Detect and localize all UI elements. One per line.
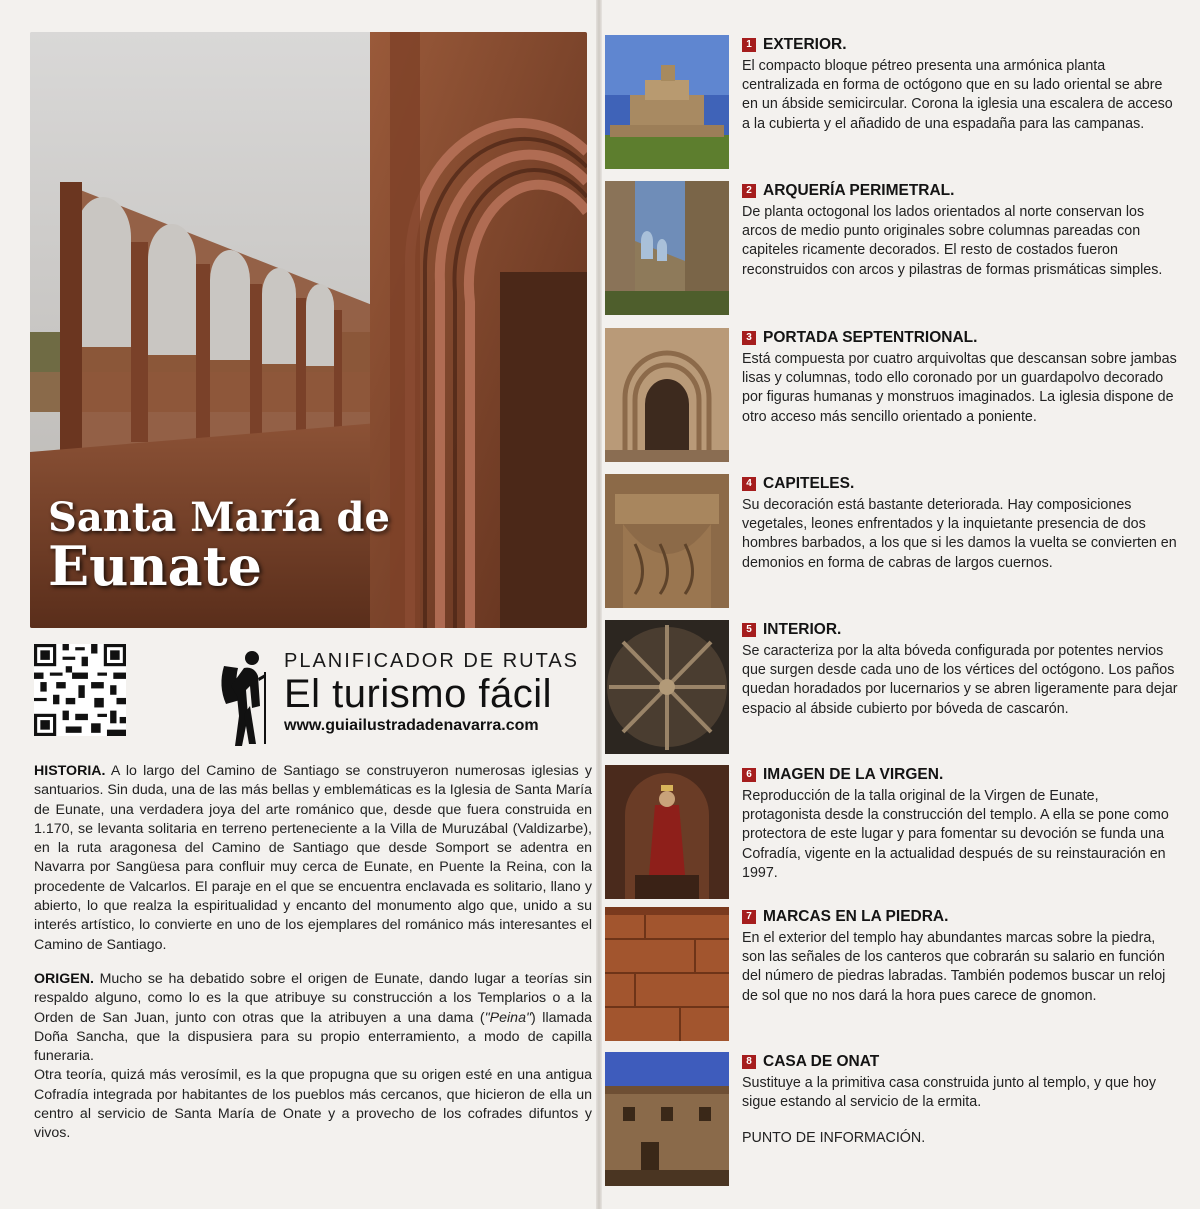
origen-paragraph-2: Otra teoría, quizá más verosímil, es la que propugna que su origen esté en una antigua Cofradía integrada por habitantes de los pueblos más cercanos, que hicieron de ella un centro al servicio de Santa María de Onate y a provecho de los cofrades difuntos y vivos. xyxy=(34,1067,592,1142)
historia-text: A lo largo del Camino de Santiago se construyeron numerosas iglesias y santuarios. Sin duda, una de las más bellas y emblemáticas es la Iglesia de Santa María de Eunate, una verdadera joya del arte románico que, desde que fuera construida en 1.170, se levanta solitaria en terreno perteneciente a la Villa de Muruzábal (Valdizarbe), en la ruta aragonesa del Camino de Santiago que desde Somport se adentra en Navarra por Sangüesa para confluir muy cerca de Eunate, en Puente la Reina, con la procedente de Valcarlos. El paraje en el que se encuentra enclavada es solitario, llano y abierto, lo que realza la espiritualidad y encanto del monumento algo que, unido a su interés artístico, lo convierte en uno de los ejemplares del románico más interesantes el Camino de Santiago. xyxy=(34,763,592,953)
origen-text-2: ) llamada Doña Sancha, que la dispusiera para su propio enterramiento, a modo de capilla funeraria. xyxy=(34,1009,592,1065)
thumb-arqueria xyxy=(605,181,729,315)
origen-text-1: Mucho se ha debatido sobre el origen de Eunate, dando lugar a teorías sin respaldo alguno, como lo es la que atribuye su construcción a los Templarios o a la Orden de San Juan, junto con otras que la atribuyen a una dama ( xyxy=(34,970,592,1026)
planner-brand xyxy=(284,650,584,735)
section-text: El compacto bloque pétreo presenta una armónica planta centralizada en forma de octógono que en su lado oriental se abre en un ábside semicircular. Corona la iglesia una escalera de acceso a la cubierta y el añadido de una espadaña para las campanas. xyxy=(742,58,1173,132)
page-fold xyxy=(596,0,602,1209)
section-text: En el exterior del templo hay abundantes marcas sobre la piedra, son las señales de los canteros que cobrarán su salario en función del número de piedras labradas. También podemos buscar un reloj de sol que no nos dará la hora pues carece de gnomon. xyxy=(742,930,1166,1004)
house-photo xyxy=(605,1052,729,1186)
section-title: CASA DE ONAT xyxy=(763,1053,880,1070)
thumb-exterior xyxy=(605,35,729,169)
thumb-interior xyxy=(605,620,729,754)
section-title: MARCAS EN LA PIEDRA. xyxy=(763,908,949,925)
hiker-icon xyxy=(214,648,276,746)
historia-label: HISTORIA. xyxy=(34,763,106,779)
origen-peina: "Peina" xyxy=(484,1009,531,1026)
capital-photo xyxy=(605,474,729,608)
hero-title-line1: Santa María de xyxy=(48,494,390,542)
section-number: 1 xyxy=(742,38,756,52)
virgin-photo xyxy=(605,765,729,899)
thumb-casa-onat xyxy=(605,1052,729,1186)
section-number: 2 xyxy=(742,184,756,198)
planner-brand-name: El turismo fácil xyxy=(284,672,553,716)
thumb-marcas xyxy=(605,907,729,1041)
vault-photo xyxy=(605,620,729,754)
portal-photo xyxy=(605,328,729,462)
exterior-photo xyxy=(605,35,729,169)
info-point-label: PUNTO DE INFORMACIÓN. xyxy=(742,1130,926,1147)
section-title: INTERIOR. xyxy=(763,621,842,638)
section-text: Su decoración está bastante deteriorada. Hay composiciones vegetales, leones enfrentados y la inquietante presencia de dos hombres barbados, a los que si les damos la vuelta se convierten en demonios en forma de cabras de largos cuernos. xyxy=(742,497,1177,571)
section-number: 6 xyxy=(742,768,756,782)
planner-url[interactable]: www.guiailustradadenavarra.com xyxy=(284,717,539,734)
section-number: 7 xyxy=(742,910,756,924)
arcade-photo xyxy=(605,181,729,315)
section-title: CAPITELES. xyxy=(763,475,855,492)
thumb-virgen xyxy=(605,765,729,899)
section-title: PORTADA SEPTENTRIONAL. xyxy=(763,329,978,346)
historia-paragraph xyxy=(34,762,592,955)
section-title: IMAGEN DE LA VIRGEN. xyxy=(763,766,944,783)
section-number: 3 xyxy=(742,331,756,345)
section-text: Se caracteriza por la alta bóveda configurada por potentes nervios que surgen desde cada uno de los vértices del octógono. Los paños quedan horadados por lucernarios y se abren ligeramente para dejar espacio al ábside cubierto por bóveda de cascarón. xyxy=(742,643,1178,717)
origen-paragraph xyxy=(34,970,592,1066)
hero-title xyxy=(48,494,390,598)
section-number: 8 xyxy=(742,1055,756,1069)
left-text-column xyxy=(34,762,592,1159)
qr-code-icon xyxy=(34,644,126,736)
thumb-capiteles xyxy=(605,474,729,608)
section-text: Reproducción de la talla original de la Virgen de Eunate, protagonista desde la construcción del templo. A ella se pone como protectora de este lugar y para fomentar su devoción se funda una Cofradía, vigente en la actualidad después de su reinstauración en 1997. xyxy=(742,788,1169,881)
section-title: ARQUERÍA PERIMETRAL. xyxy=(763,182,955,199)
hero-title-line2: Eunate xyxy=(48,533,262,598)
section-title: EXTERIOR. xyxy=(763,36,847,53)
section-text: Sustituye a la primitiva casa construida junto al templo, y que hoy sigue estando al servicio de la ermita. xyxy=(742,1075,1157,1111)
origen-label: ORIGEN. xyxy=(34,970,94,987)
section-text: Está compuesta por cuatro arquivoltas que descansan sobre jambas lisas y columnas, todo ello coronado por un guardapolvo decorado por figuras humanas y monstruos imaginados. La iglesia dispone de otro acceso más sencillo orientado a poniente. xyxy=(742,351,1177,425)
section-text: De planta octogonal los lados orientados al norte conservan los arcos de medio punto originales sobre columnas pareadas con capiteles ricamente decorados. El resto de costados fueron reconstruidos con arcos y pilastras de formas prismáticas simples. xyxy=(742,204,1163,278)
section-number: 5 xyxy=(742,623,756,637)
section-number: 4 xyxy=(742,477,756,491)
planner-kicker: PLANIFICADOR DE RUTAS xyxy=(284,650,579,672)
thumb-portada xyxy=(605,328,729,462)
hero-photo-cloister xyxy=(30,32,587,628)
stone-marks-photo xyxy=(605,907,729,1041)
